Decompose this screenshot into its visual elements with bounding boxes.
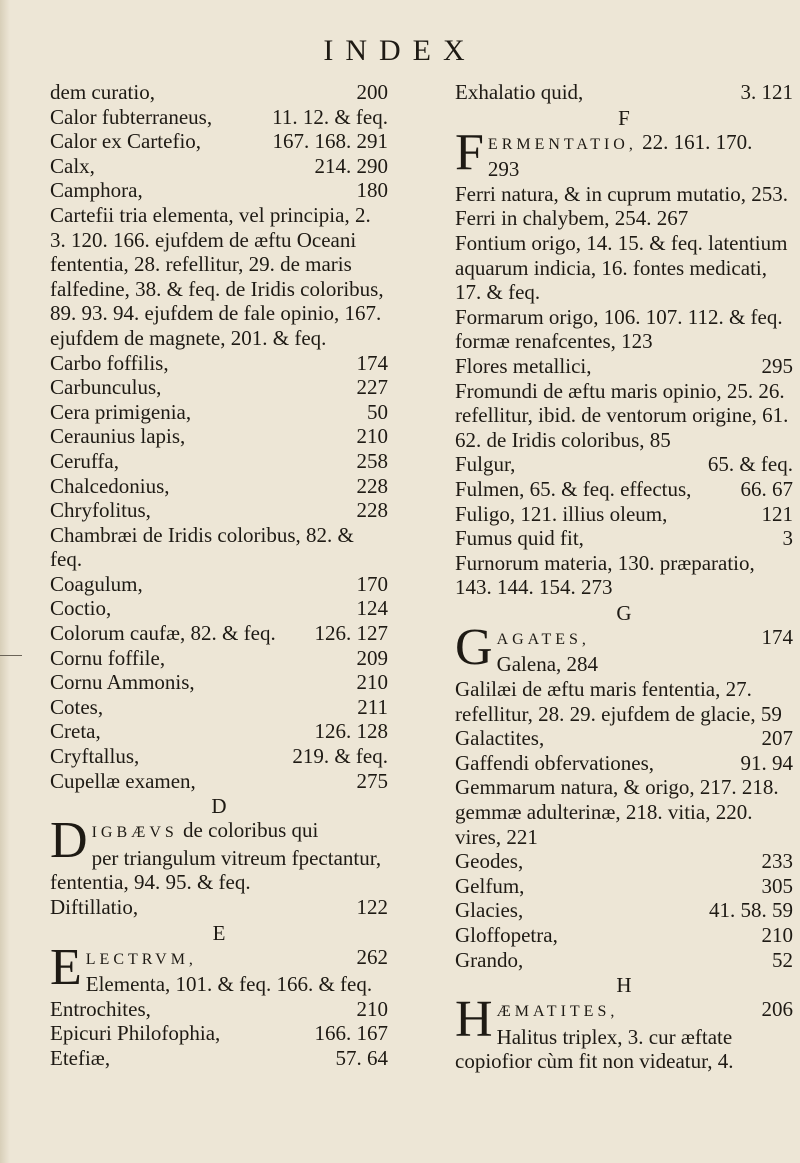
- entry-term: Fulmen, 65. & feq. effectus,: [455, 476, 692, 501]
- drop-rest-text: Halitus triplex, 3. cur æftate copiofior cùm fit non videatur, 4.: [455, 1024, 734, 1074]
- entry-pages: 209: [356, 645, 388, 670]
- entry-term: Cupellæ examen,: [50, 768, 196, 793]
- index-entry: [50, 375, 388, 400]
- entry-pages: 174: [356, 350, 388, 375]
- drop-cap-initial: H: [455, 991, 493, 1049]
- section-letter: D: [211, 794, 227, 819]
- entry-term: Galactites,: [455, 726, 545, 751]
- entry-pages: 214. 290: [314, 153, 388, 178]
- index-entry: Cartefii tria elementa, vel principia, 2. 3. 120. 166. ejufdem de æftu Oceani fententia, 28. refellitur, 29. de maris falfedine, 38. & feq. de Iridis coloribus, 89. 93. 94. ejufdem de fale opinio, 167. ejufdem de magnete, 201. & feq.: [50, 202, 384, 350]
- entry-term: Carbunculus,: [50, 375, 162, 400]
- entry-term: Ceruffa,: [50, 448, 119, 473]
- drop-first-line: [455, 625, 793, 653]
- index-entry: Chambræi de Iridis coloribus, 82. & feq.: [50, 522, 354, 572]
- index-entry: [50, 154, 388, 179]
- entry-term: Grando,: [455, 947, 524, 972]
- index-entry: [50, 670, 388, 695]
- drop-rest-text: Elementa, 101. & feq. 166. & feq.: [85, 972, 373, 997]
- index-entry: [50, 895, 388, 920]
- entry-term: Ceraunius lapis,: [50, 424, 186, 449]
- drop-first-line: [455, 130, 793, 158]
- index-entry: [50, 178, 388, 203]
- entry-term: Cera primigenia,: [50, 399, 192, 424]
- entry-term: Diftillatio,: [50, 895, 139, 919]
- entry-pages: 228: [356, 498, 388, 523]
- index-entry: [455, 354, 793, 379]
- entry-term: Cornu foffile,: [50, 645, 166, 670]
- index-entry: [50, 596, 388, 621]
- entry-term: Gloffopetra,: [455, 923, 558, 947]
- drop-rest-text: 293: [487, 157, 520, 182]
- entry-term: Epicuri Philofophia,: [50, 1021, 221, 1046]
- drop-rest-text: per triangulum vitreum fpectantur, fententia, 94. 95. & feq.: [50, 845, 382, 895]
- index-entry: [50, 572, 388, 597]
- index-entry: [50, 129, 388, 154]
- entry-term: Entrochites,: [50, 996, 151, 1021]
- index-entry: [50, 1021, 388, 1046]
- entry-term: Etefiæ,: [50, 1045, 111, 1070]
- entry-pages: 210: [356, 996, 388, 1021]
- page-edge-shadow: [0, 0, 10, 1163]
- index-entry: Fromundi de æftu maris opinio, 25. 26. refellitur, ibid. de ventorum origine, 61. 62. de Iridis coloribus, 85: [455, 378, 789, 452]
- index-entry: [455, 751, 793, 776]
- entry-pages: 65. & feq.: [707, 452, 793, 477]
- entry-pages: 227: [356, 375, 388, 400]
- entry-term: Calx,: [50, 153, 95, 178]
- entry-pages: 50: [367, 399, 388, 424]
- entry-pages: 66. 67: [740, 476, 793, 501]
- index-entry: [455, 874, 793, 899]
- entry-pages: 206: [761, 997, 793, 1022]
- entry-pages: 170: [356, 571, 388, 596]
- section-first-entry: [50, 812, 388, 895]
- entry-pages: 295: [761, 353, 793, 378]
- page-title: INDEX: [323, 34, 477, 67]
- index-entry: [50, 621, 388, 646]
- section-letter: G: [616, 600, 632, 625]
- entry-pages: 210: [356, 424, 388, 449]
- entry-term: Fumus quid fit,: [455, 526, 584, 551]
- section-first-entry: [50, 938, 388, 997]
- index-entry: Furnorum materia, 130. præparatio, 143. 144. 154. 273: [455, 550, 755, 600]
- entry-pages: 52: [772, 947, 793, 972]
- entry-pages: 11. 12. & feq.: [272, 104, 388, 129]
- entry-term: Calor ex Cartefio,: [50, 129, 202, 154]
- drop-rest-text: Galena, 284: [496, 652, 599, 677]
- index-entry: [455, 502, 793, 527]
- index-entry: [50, 997, 388, 1022]
- section-first-entry: [455, 991, 793, 1074]
- section-letter: H: [616, 973, 632, 998]
- entry-term: Gelfum,: [455, 873, 525, 898]
- entry-term: Chryfolitus,: [50, 498, 151, 523]
- entry-term: Cotes,: [50, 694, 104, 719]
- drop-first-line: [50, 945, 388, 973]
- drop-first-line: [455, 997, 793, 1025]
- drop-first-line: [50, 818, 388, 846]
- entry-pages: 174: [761, 624, 793, 649]
- drop-first-text: 22. 161. 170.: [642, 129, 753, 154]
- drop-first-text: de coloribus qui: [183, 818, 319, 843]
- entry-term: Colorum caufæ, 82. & feq.: [50, 621, 276, 646]
- entry-pages: 210: [761, 923, 793, 947]
- index-entry: [455, 526, 793, 551]
- entry-term: Geodes,: [455, 849, 524, 874]
- index-entry: [50, 719, 388, 744]
- index-entry: [50, 424, 388, 449]
- entry-pages: 207: [761, 726, 793, 751]
- section-letter: F: [618, 105, 630, 130]
- index-entry: Galilæi de æftu maris fententia, 27. refellitur, 28. 29. ejufdem de glacie, 59: [455, 677, 782, 726]
- index-entry: [50, 351, 388, 376]
- index-column-right: [455, 80, 793, 1074]
- entry-pages: 3. 121: [740, 80, 793, 104]
- entry-term: Carbo foffilis,: [50, 350, 169, 375]
- drop-cap-initial: F: [455, 123, 484, 181]
- entry-term: Camphora,: [50, 178, 143, 203]
- drop-head-word: ERMENTATIO,: [487, 135, 637, 153]
- drop-head-word: LECTRVM,: [85, 950, 197, 968]
- index-entry: [50, 1046, 388, 1071]
- entry-pages: 262: [356, 944, 388, 969]
- index-entry: [50, 400, 388, 425]
- entry-pages: 211: [357, 694, 388, 719]
- index-entry: [50, 695, 388, 720]
- drop-head-word: AGATES,: [496, 630, 590, 648]
- entry-term: Creta,: [50, 719, 101, 744]
- entry-pages: 219. & feq.: [292, 744, 388, 769]
- entry-pages: 122: [356, 895, 388, 919]
- entry-pages: 41. 58. 59: [709, 898, 793, 923]
- margin-mark: [0, 655, 22, 656]
- entry-pages: 167. 168. 291: [272, 129, 388, 154]
- entry-pages: 166. 167: [314, 1021, 388, 1046]
- entry-pages: 258: [356, 448, 388, 473]
- drop-cap-initial: G: [455, 618, 493, 676]
- index-entry: Gemmarum natura, & origo, 217. 218. gemmæ adulterinæ, 218. vitia, 220. vires, 221: [455, 775, 779, 849]
- index-entry: [455, 923, 793, 948]
- index-entry: [455, 948, 793, 973]
- entry-pages: 228: [356, 473, 388, 498]
- entry-term: Calor fubterraneus,: [50, 104, 213, 129]
- index-entry: [50, 646, 388, 671]
- entry-pages: 121: [761, 501, 793, 526]
- entry-pages: 3: [782, 526, 793, 551]
- index-column-left: [50, 80, 388, 1071]
- entry-term: Cornu Ammonis,: [50, 670, 195, 695]
- entry-pages: 200: [356, 80, 388, 104]
- entry-pages: 126. 128: [314, 719, 388, 744]
- entry-term: Flores metallici,: [455, 353, 592, 378]
- entry-pages: 275: [356, 768, 388, 793]
- index-entry: [455, 80, 793, 105]
- index-entry: [455, 898, 793, 923]
- index-entry: [455, 726, 793, 751]
- entry-pages: 91. 94: [740, 750, 793, 775]
- index-entry: [50, 449, 388, 474]
- index-entry: [50, 80, 388, 105]
- entry-pages: 124: [356, 596, 388, 621]
- entry-pages: 57. 64: [335, 1045, 388, 1070]
- index-entry: Fontium origo, 14. 15. & feq. latentium aquarum indicia, 16. fontes medicati, 17. & feq.: [455, 230, 788, 305]
- drop-cap-initial: D: [50, 812, 88, 870]
- index-entry: [50, 498, 388, 523]
- entry-term: Glacies,: [455, 898, 524, 923]
- entry-term: Fuligo, 121. illius oleum,: [455, 501, 668, 526]
- entry-pages: 233: [761, 849, 793, 874]
- index-entry: [50, 769, 388, 794]
- drop-head-word: ÆMATITES,: [496, 1003, 619, 1021]
- entry-term: Coagulum,: [50, 571, 143, 596]
- entry-term: Exhalatio quid,: [455, 80, 584, 104]
- entry-term: Cryftallus,: [50, 744, 140, 769]
- entry-term: Gaffendi obfervationes,: [455, 750, 655, 775]
- index-entry: Ferri natura, & in cuprum mutatio, 253. Ferri in chalybem, 254. 267: [455, 181, 789, 231]
- entry-pages: 126. 127: [314, 621, 388, 646]
- section-first-entry: [455, 123, 793, 182]
- entry-term: dem curatio,: [50, 80, 155, 104]
- index-entry: [50, 744, 388, 769]
- entry-term: Chalcedonius,: [50, 473, 170, 498]
- entry-pages: 305: [761, 873, 793, 898]
- index-entry: [455, 452, 793, 477]
- index-entry: Formarum origo, 106. 107. 112. & feq. formæ renafcentes, 123: [455, 304, 783, 354]
- entry-term: Coctio,: [50, 596, 112, 621]
- index-entry: [455, 849, 793, 874]
- index-entry: [50, 105, 388, 130]
- section-letter: E: [212, 920, 226, 945]
- index-entry: [50, 474, 388, 499]
- entry-term: Fulgur,: [455, 452, 516, 477]
- entry-pages: 210: [356, 670, 388, 695]
- entry-pages: 180: [356, 178, 388, 203]
- index-entry: [455, 477, 793, 502]
- drop-cap-initial: E: [50, 938, 82, 996]
- drop-head-word: IGBÆVS: [91, 824, 178, 842]
- section-first-entry: [455, 618, 793, 677]
